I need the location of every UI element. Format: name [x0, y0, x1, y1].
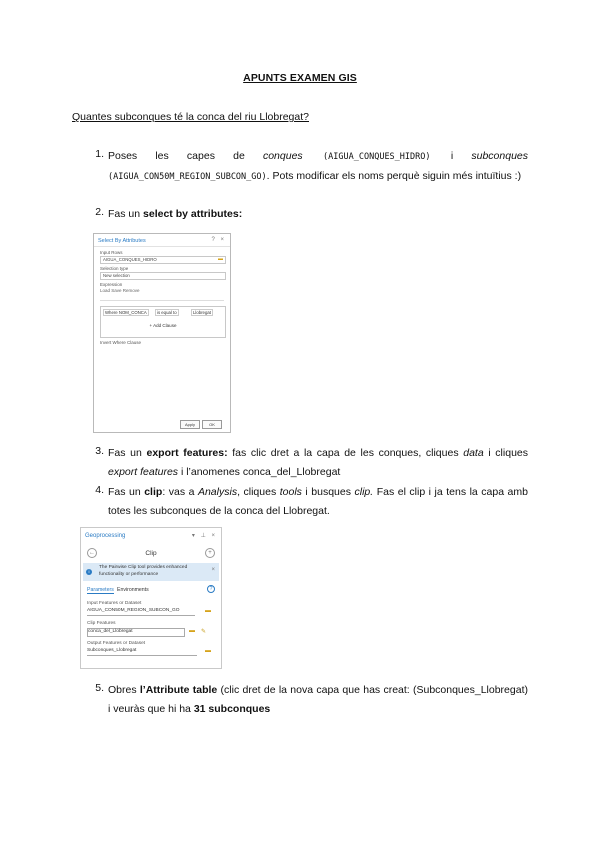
geoprocessing-header: Geoprocessing	[85, 533, 126, 539]
step-3-number: 3.	[95, 445, 104, 457]
step-3-t4: i l’anomenes conca_del_Llobregat	[178, 466, 341, 478]
pane-controls-icon[interactable]: ▾ ⊥ ×	[191, 533, 217, 539]
step-1-e2: subconques	[471, 150, 529, 162]
step-2-b1: select by attributes:	[143, 208, 243, 220]
close-icon[interactable]: ×	[211, 567, 215, 573]
clip-geoprocessing-screenshot	[80, 527, 222, 669]
selection-type-label: Selection type	[100, 266, 129, 271]
selection-type-value: New selection	[103, 273, 130, 278]
step-3-b1: export features:	[146, 447, 228, 459]
info-text: The Pairwise Clip tool provides enhanced functionality or performance	[99, 565, 188, 577]
clause-box	[100, 306, 226, 338]
step-1-text	[108, 147, 528, 187]
step-5-b2: 31 subconques	[193, 703, 271, 715]
step-4-t2: : vas a	[162, 486, 198, 498]
step-1-e1: conques	[262, 150, 303, 162]
step-4-t3: , cliques	[237, 486, 280, 498]
select-by-attributes-screenshot	[93, 233, 231, 433]
step-5-t1: Obres	[108, 684, 140, 696]
pane-header: Select By Attributes	[98, 238, 146, 244]
info-banner	[83, 563, 219, 581]
step-1-layer-conques: (AIGUA_CONQUES_HIDRO)	[302, 152, 451, 162]
step-4-e1: Analysis	[197, 486, 238, 498]
ok-button[interactable]: OK	[202, 420, 222, 429]
clip-features-field[interactable]: conca_del_Llobregat	[87, 628, 185, 637]
step-1-number: 1.	[95, 148, 104, 160]
step-5-number: 5.	[95, 682, 104, 694]
step-3-t3: i cliques	[483, 447, 528, 459]
tab-parameters[interactable]: Parameters	[87, 587, 114, 593]
info-icon: i	[86, 569, 92, 575]
step-3-t1: Fas un	[108, 447, 147, 459]
invert-where-clause[interactable]: Invert Where Clause	[100, 340, 142, 345]
folder-icon[interactable]: ▬	[218, 256, 223, 262]
step-1-t3: . Pots modificar els noms perquè siguin més intuïtius :)	[266, 170, 522, 182]
folder-icon[interactable]: ▬	[205, 648, 211, 654]
step-2-t1: Fas un	[108, 208, 144, 220]
page-title: APUNTS EXAMEN GIS	[243, 72, 357, 84]
help-icon[interactable]: ?	[207, 585, 215, 593]
apply-button[interactable]: Apply	[180, 420, 200, 429]
input-rows-value: AIGUA_CONQUES_HIDRO	[103, 257, 157, 262]
input-features-label: Input Features or Dataset	[87, 601, 142, 606]
step-3-t2: fas clic dret a la capa de les conques, cliques	[227, 447, 464, 459]
step-4-text	[108, 483, 528, 521]
step-5-text	[108, 681, 528, 719]
step-5-t2: (clic dret de la nova capa que has creat: (Subconques_Llobregat) i veuràs que hi ha	[108, 684, 528, 715]
selection-type-field[interactable]	[100, 272, 226, 280]
expression-label: Expression	[100, 282, 123, 287]
expression-tools[interactable]: Load Save Remove	[100, 288, 140, 293]
question-heading: Quantes subconques té la conca del riu Llobregat?	[72, 111, 309, 123]
step-5-b1: l’Attribute table	[139, 684, 218, 696]
tool-title: Clip	[145, 550, 157, 557]
step-1-layer-subconques: (AIGUA_CON50M_REGION_SUBCON_GO)	[108, 172, 267, 182]
output-features-label: Output Features or Dataset	[87, 641, 146, 646]
step-3-e1: data	[463, 447, 484, 459]
clause-value[interactable]: Llobregat	[193, 310, 211, 315]
step-4-t5: Fas el clip i ja tens la capa amb totes les subconques de la conca del Llobregat.	[108, 486, 528, 517]
folder-icon[interactable]: ▬	[189, 628, 195, 634]
step-3-e2: export features	[108, 466, 179, 478]
clause-field[interactable]: Where NOM_CONCA	[105, 310, 147, 315]
step-2-number: 2.	[95, 206, 104, 218]
step-2-text	[108, 205, 528, 224]
step-1-t2: i	[450, 150, 472, 162]
input-rows-field[interactable]	[100, 256, 226, 264]
step-4-t1: Fas un	[108, 486, 145, 498]
step-3-text	[108, 444, 528, 482]
input-rows-label: Input Rows	[100, 250, 123, 255]
step-4-number: 4.	[95, 484, 104, 496]
output-features-field[interactable]: Subconques_Llobregat	[87, 648, 197, 656]
add-clause-button[interactable]: + Add Clause	[149, 323, 177, 328]
clip-features-label: Clip Features	[87, 621, 116, 626]
folder-icon[interactable]: ▬	[205, 608, 211, 614]
clause-operator[interactable]: is equal to	[157, 310, 177, 315]
step-4-e2: tools	[279, 486, 302, 498]
input-features-field[interactable]: AIGUA_CON50M_REGION_SUBCON_GO	[87, 608, 195, 616]
add-icon[interactable]: +	[205, 548, 215, 558]
step-4-b1: clip	[144, 486, 163, 498]
edit-pencil-icon[interactable]: ✎	[201, 629, 207, 635]
step-1-t1: Poses les capes de	[108, 150, 263, 162]
pane-header-icons: ? ×	[211, 237, 226, 243]
tab-environments[interactable]: Environments	[117, 587, 149, 593]
step-4-t4: i busques	[301, 486, 355, 498]
back-icon[interactable]: ←	[89, 550, 95, 556]
step-4-e3: clip.	[354, 486, 374, 498]
